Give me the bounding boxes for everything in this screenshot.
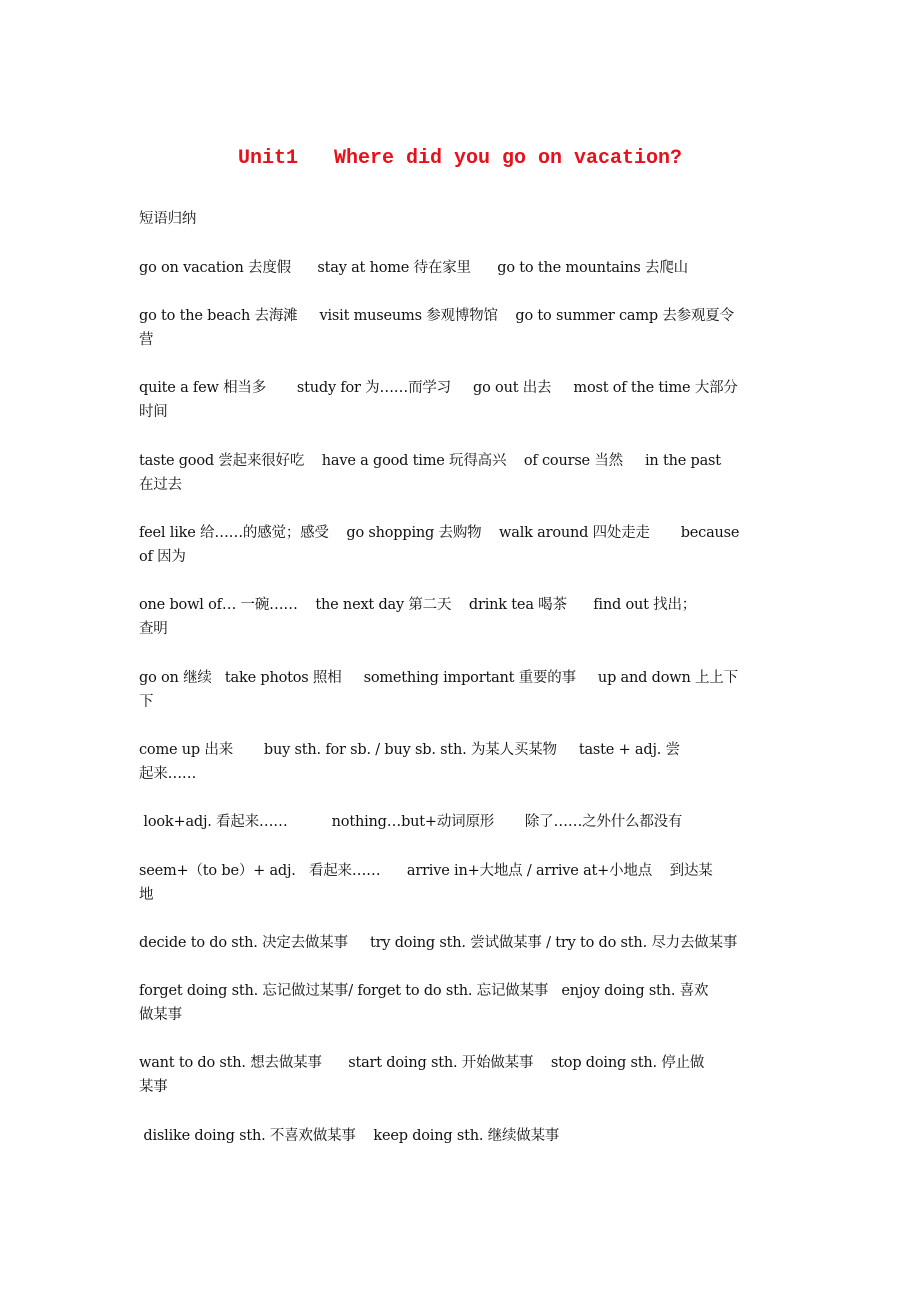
phrase-line: come up 出来 buy sth. for sb. / buy sb. sth. 为某人买某物 taste + adj. 尝 [139, 742, 680, 758]
phrase-line: want to do sth. 想去做某事 start doing sth. 开始做某事 stop doing sth. 停止做 [139, 1055, 705, 1071]
phrase-line: 某事 [139, 1079, 168, 1095]
phrase-line: forget doing sth. 忘记做过某事/ forget to do sth. 忘记做某事 enjoy doing sth. 喜欢 [139, 983, 709, 999]
phrase-line: look+adj. 看起来…… nothing…but+动词原形 除了……之外什么都没有 [139, 814, 683, 830]
section-heading: 短语归纳 [139, 211, 197, 227]
phrase-line: taste good 尝起来很好吃 have a good time 玩得高兴 of course 当然 in the past [139, 453, 721, 469]
phrase-line: seem+（to be）+ adj. 看起来…… arrive in+大地点 / arrive at+小地点 到达某 [139, 863, 713, 879]
phrase-line: 时间 [139, 404, 168, 420]
document-title: Unit1 Where did you go on vacation? [237, 147, 683, 170]
phrase-line: of 因为 [139, 549, 186, 565]
phrase-line: one bowl of… 一碗…… the next day 第二天 drink tea 喝茶 find out 找出； [139, 597, 697, 613]
phrase-line: 地 [139, 887, 154, 903]
phrase-line: go to the beach 去海滩 visit museums 参观博物馆 go to summer camp 去参观夏令 [139, 308, 734, 324]
phrase-line: 下 [139, 694, 154, 710]
phrase-line: dislike doing sth. 不喜欢做某事 keep doing sth. 继续做某事 [139, 1128, 560, 1144]
phrase-line: 营 [139, 332, 154, 348]
phrase-line: quite a few 相当多 study for 为……而学习 go out 出去 most of the time 大部分 [139, 380, 738, 396]
phrase-line: 查明 [139, 621, 168, 637]
phrase-line: go on vacation 去度假 stay at home 待在家里 go to the mountains 去爬山 [139, 260, 688, 276]
phrase-line: decide to do sth. 决定去做某事 try doing sth. 尝试做某事 / try to do sth. 尽力去做某事 [139, 935, 738, 951]
phrase-line: go on 继续 take photos 照相 something important 重要的事 up and down 上上下 [139, 670, 738, 686]
phrase-line: feel like 给……的感觉；感受 go shopping 去购物 walk around 四处走走 because [139, 525, 740, 541]
phrase-line: 做某事 [139, 1007, 182, 1023]
phrase-line: 在过去 [139, 477, 182, 493]
phrase-line: 起来…… [139, 766, 197, 782]
